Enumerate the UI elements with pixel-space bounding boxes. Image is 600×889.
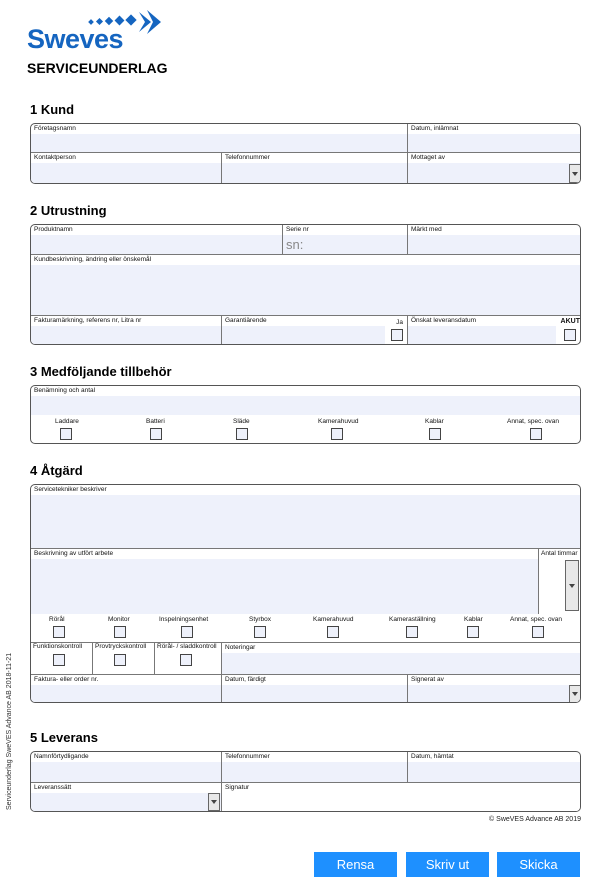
section-box-utrustning xyxy=(30,224,581,345)
done-date-label: Datum, färdigt xyxy=(225,676,266,683)
section-box-tillbehor xyxy=(30,385,581,444)
action-checkbox-other[interactable] xyxy=(532,626,544,638)
action-label: Inspelningsenhet xyxy=(159,616,209,623)
hours-cell xyxy=(539,549,581,614)
signature-input[interactable] xyxy=(222,793,581,812)
delivery-phone-input[interactable] xyxy=(222,762,407,782)
accessory-checkbox-cables[interactable] xyxy=(429,428,441,440)
pickup-date-cell xyxy=(408,752,581,783)
clear-button[interactable]: Rensa xyxy=(314,852,397,877)
received-by-label: Mottaget av xyxy=(411,154,445,161)
action-checkbox-monitor[interactable] xyxy=(114,626,126,638)
work-textarea[interactable] xyxy=(31,559,538,614)
function-check-cell xyxy=(31,642,93,674)
action-label: Kamerahuvud xyxy=(313,616,354,623)
accessory-label: Kablar xyxy=(425,418,444,425)
method-label: Leveranssätt xyxy=(34,784,72,791)
technician-cell xyxy=(31,485,581,549)
naming-cell xyxy=(31,386,581,415)
marked-label: Märkt med xyxy=(411,226,442,233)
date-in-cell xyxy=(408,124,581,153)
section-title-atgard: 4 Åtgärd xyxy=(30,463,83,478)
accessory-checkbox-charger[interactable] xyxy=(60,428,72,440)
pressure-check-checkbox[interactable] xyxy=(114,654,126,666)
description-textarea[interactable] xyxy=(31,265,581,315)
copyright: © SweVES Advance AB 2019 xyxy=(489,816,581,823)
accessory-checkbox-sled[interactable] xyxy=(236,428,248,440)
name-label: Namnförtydligande xyxy=(34,753,89,760)
company-input[interactable] xyxy=(31,134,407,152)
phone-cell xyxy=(222,153,408,184)
method-select[interactable] xyxy=(31,793,221,812)
chevron-down-icon xyxy=(572,692,578,696)
warranty-yes-label: Ja xyxy=(396,319,403,326)
phone-input[interactable] xyxy=(222,163,407,184)
name-cell xyxy=(31,752,222,783)
cable-check-cell xyxy=(155,642,222,674)
hours-dropdown-button[interactable] xyxy=(565,560,579,611)
notes-cell xyxy=(222,642,581,674)
received-by-dropdown-button[interactable] xyxy=(569,164,581,183)
invoice-label: Fakturamärkning, referens nr, Litra nr xyxy=(34,317,142,324)
technician-label: Servicetekniker beskriver xyxy=(34,486,107,493)
company-label: Företagsnamn xyxy=(34,125,76,132)
hours-label: Antal timmar xyxy=(541,550,578,557)
accessory-checkbox-battery[interactable] xyxy=(150,428,162,440)
contact-input[interactable] xyxy=(31,163,221,184)
pickup-date-input[interactable] xyxy=(408,762,581,782)
product-label: Produktnamn xyxy=(34,226,73,233)
product-cell xyxy=(31,225,283,255)
serial-cell xyxy=(283,225,408,255)
section-title-utrustning: 2 Utrustning xyxy=(30,203,107,218)
accessory-checkbox-other[interactable] xyxy=(530,428,542,440)
description-label: Kundbeskrivning, ändring eller önskemål xyxy=(34,256,152,263)
section-box-kund xyxy=(30,123,581,184)
action-label: Monitor xyxy=(108,616,130,623)
function-check-checkbox[interactable] xyxy=(53,654,65,666)
done-date-cell xyxy=(222,674,408,703)
section-box-atgard xyxy=(30,484,581,703)
accessory-checkbox-camera-head[interactable] xyxy=(331,428,343,440)
section-title-tillbehor: 3 Medföljande tillbehör xyxy=(30,364,172,379)
product-input[interactable] xyxy=(31,235,282,254)
chevron-down-icon xyxy=(569,584,575,588)
action-label: Kablar xyxy=(464,616,483,623)
pressure-check-label: Provtryckskontroll xyxy=(95,643,147,650)
marked-input[interactable] xyxy=(408,235,581,254)
urgent-checkbox[interactable] xyxy=(564,329,576,341)
delivery-date-input[interactable] xyxy=(408,326,556,345)
naming-label: Benämning och antal xyxy=(34,387,96,394)
method-dropdown-button[interactable] xyxy=(208,793,220,811)
work-cell xyxy=(31,549,539,614)
cable-check-label: Rörål- / sladdkontroll xyxy=(157,643,217,650)
order-label: Faktura- eller order nr. xyxy=(34,676,99,683)
cable-check-checkbox[interactable] xyxy=(180,654,192,666)
action-label: Kameraställning xyxy=(389,616,436,623)
signed-cell xyxy=(408,674,581,703)
action-checkbox-control-box[interactable] xyxy=(254,626,266,638)
delivery-date-label: Önskat leveransdatum xyxy=(411,317,477,324)
section-title-kund: 1 Kund xyxy=(30,102,75,117)
action-checkbox-rod[interactable] xyxy=(53,626,65,638)
logo-text: Sweves xyxy=(27,24,124,54)
pressure-check-cell xyxy=(93,642,155,674)
work-label: Beskrivning av utfört arbete xyxy=(34,550,114,557)
done-date-input[interactable] xyxy=(222,685,407,703)
action-checkbox-camera-head[interactable] xyxy=(327,626,339,638)
signed-dropdown-button[interactable] xyxy=(569,685,581,703)
phone-label: Telefonnummer xyxy=(225,154,270,161)
received-by-cell xyxy=(408,153,581,184)
description-cell xyxy=(31,255,581,316)
function-check-label: Funktionskontroll xyxy=(33,643,83,650)
order-cell xyxy=(31,674,222,703)
accessory-label: Laddare xyxy=(55,418,79,425)
action-checkbox-cables[interactable] xyxy=(467,626,479,638)
delivery-phone-cell xyxy=(222,752,408,783)
section-box-leverans xyxy=(30,751,581,812)
marked-cell xyxy=(408,225,581,255)
send-button[interactable]: Skicka xyxy=(497,852,580,877)
warranty-checkbox[interactable] xyxy=(391,329,403,341)
serial-label: Serie nr xyxy=(286,226,309,233)
method-cell xyxy=(31,783,222,812)
accessory-label: Släde xyxy=(233,418,250,425)
signature-label: Signatur xyxy=(225,784,250,791)
date-in-label: Datum, inlämnat xyxy=(411,125,459,132)
accessory-label: Kamerahuvud xyxy=(318,418,359,425)
page-title: SERVICEUNDERLAG xyxy=(27,60,168,76)
invoice-input[interactable] xyxy=(31,326,221,345)
serial-value: sn: xyxy=(286,237,304,252)
warranty-cell xyxy=(222,316,408,345)
signature-cell xyxy=(222,783,581,812)
date-in-input[interactable] xyxy=(408,134,581,152)
contact-cell xyxy=(31,153,222,184)
signed-select[interactable] xyxy=(408,685,581,703)
notes-label: Noteringar xyxy=(225,644,256,651)
accessory-label: Batteri xyxy=(146,418,165,425)
warranty-label: Garantiärende xyxy=(225,317,267,324)
action-label: Annat, spec. ovan xyxy=(510,616,563,623)
action-label: Styrbox xyxy=(249,616,272,623)
signed-label: Signerat av xyxy=(411,676,444,683)
chevron-down-icon xyxy=(572,172,578,176)
pickup-date-label: Datum, hämtat xyxy=(411,753,454,760)
warranty-input[interactable] xyxy=(222,326,385,345)
accessory-label: Annat, spec. ovan xyxy=(507,418,560,425)
action-checkbox-camera-stand[interactable] xyxy=(406,626,418,638)
print-button[interactable]: Skriv ut xyxy=(406,852,489,877)
name-input[interactable] xyxy=(31,762,221,782)
received-by-select[interactable] xyxy=(408,163,581,184)
invoice-cell xyxy=(31,316,222,345)
notes-input[interactable] xyxy=(222,653,581,674)
delivery-date-cell xyxy=(408,316,581,345)
order-input[interactable] xyxy=(31,685,221,703)
action-label: Rörål xyxy=(49,616,65,623)
chevron-down-icon xyxy=(211,800,217,804)
contact-label: Kontaktperson xyxy=(34,154,76,161)
section-title-leverans: 5 Leverans xyxy=(30,730,98,745)
delivery-phone-label: Telefonnummer xyxy=(225,753,270,760)
side-text: Serviceunderlag SweVES Advance AB 2018-11-21 xyxy=(6,652,13,810)
logo xyxy=(27,10,167,54)
company-cell xyxy=(31,124,408,153)
naming-input[interactable] xyxy=(31,396,581,415)
technician-textarea[interactable] xyxy=(31,495,581,548)
action-checkbox-recording-unit[interactable] xyxy=(181,626,193,638)
urgent-label: AKUT xyxy=(560,318,580,325)
